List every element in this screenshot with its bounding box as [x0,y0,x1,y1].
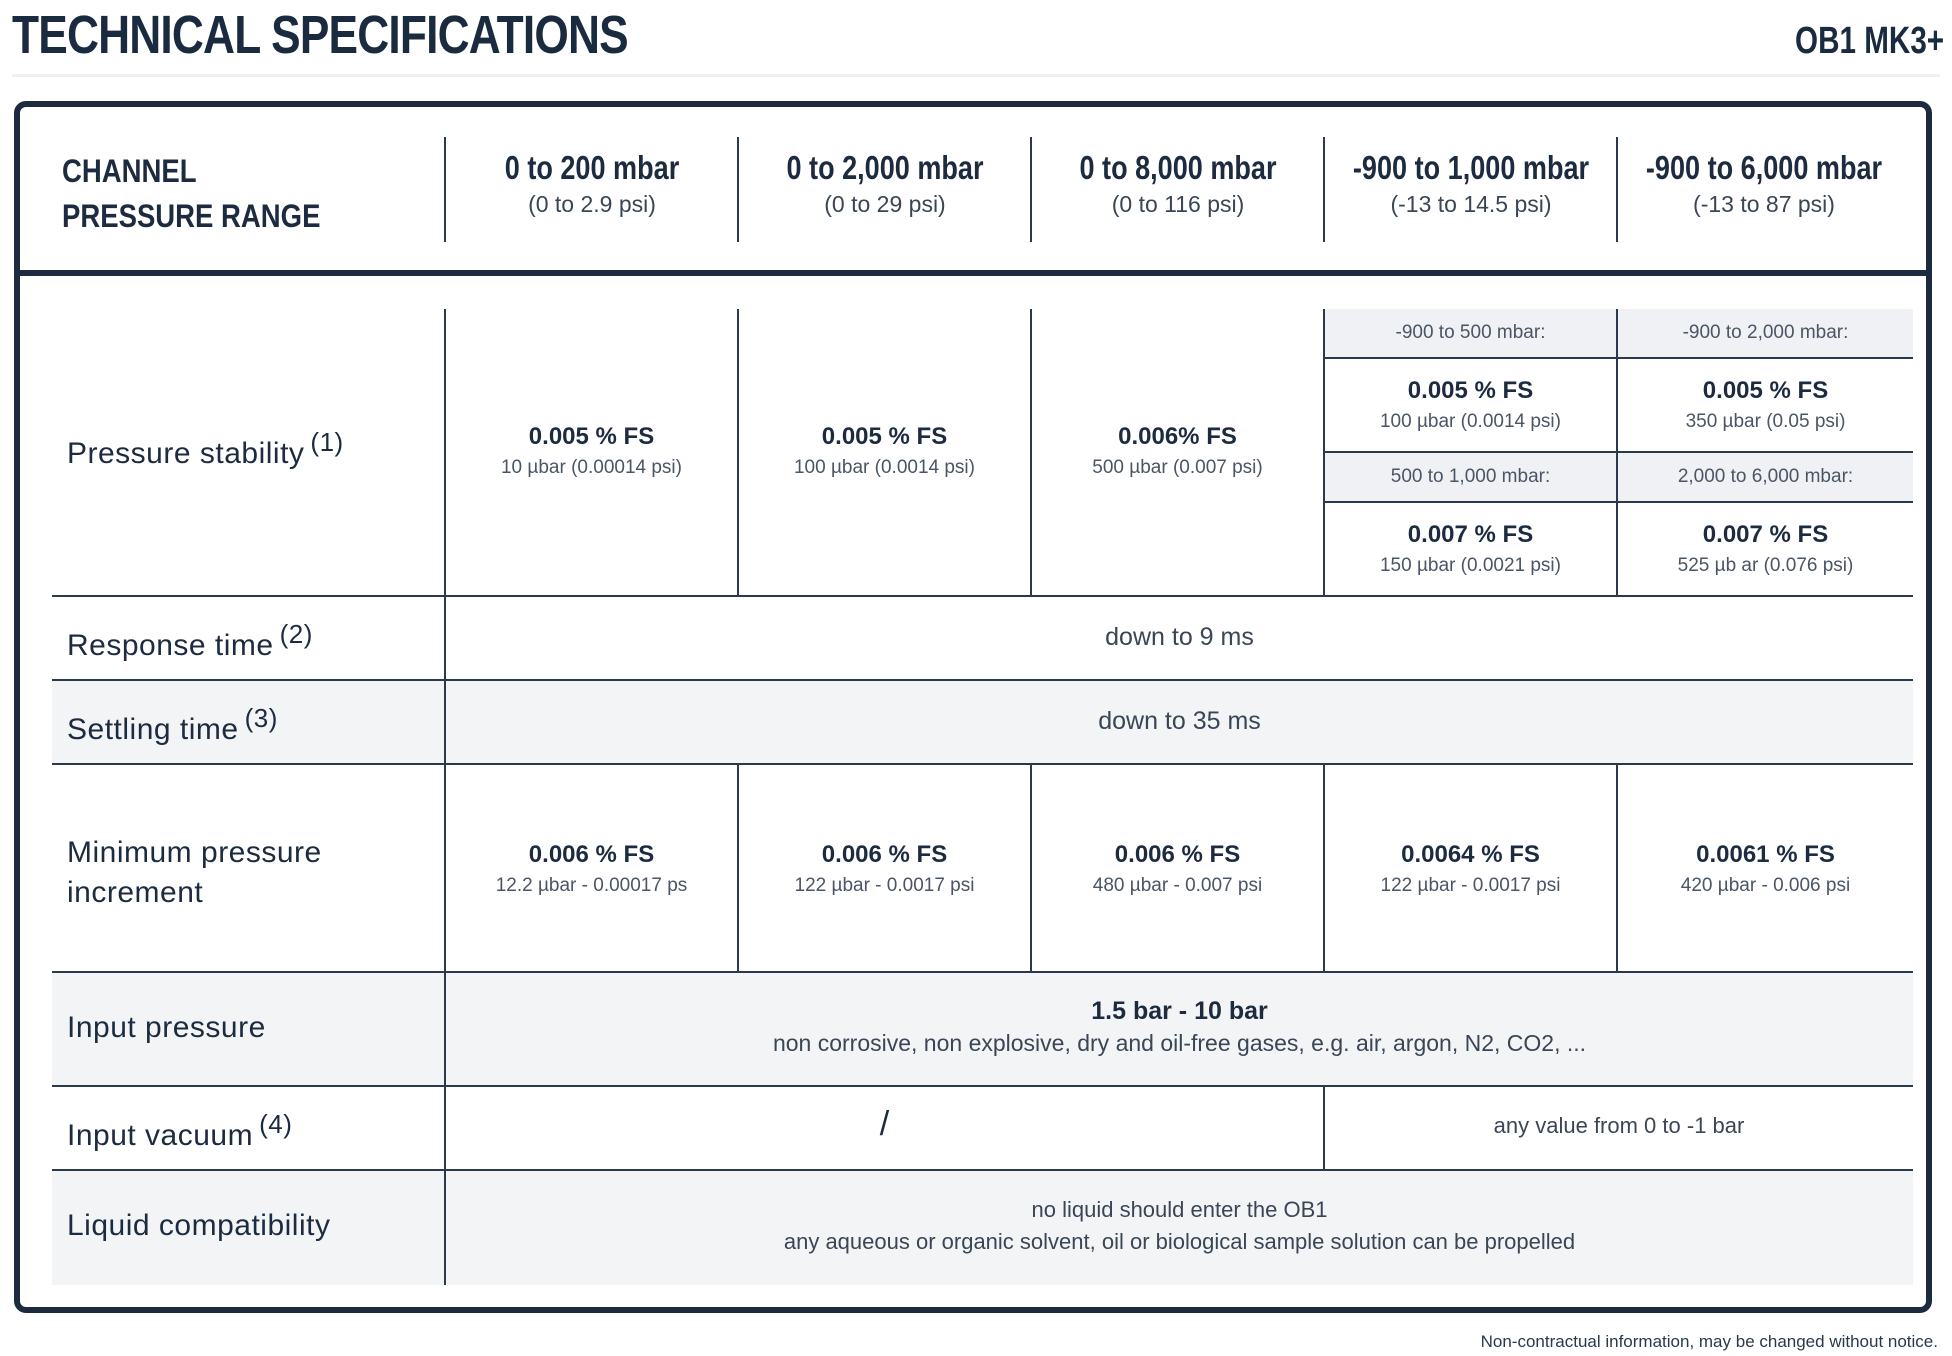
response-time-value: down to 9 ms [1105,623,1254,651]
header-range: 0 to 2,000 mbar [786,149,984,186]
disclaimer-footnote: Non-contractual information, may be changed without notice. [1480,1332,1938,1351]
stability-subrange-header: 2,000 to 6,000 mbar: [1618,453,1913,503]
header-psi: (0 to 116 psi) [1111,191,1245,217]
row-label: Input vacuum $^{(4)}$ [67,1109,293,1152]
table-row-settling-time [52,681,1913,765]
stability-subrange-header: -900 to 2,000 mbar: [1618,309,1913,359]
table-row-response-time [52,597,1913,681]
table-row-pressure-stability [52,309,1913,597]
header-psi: (-13 to 14.5 psi) [1390,191,1552,217]
stability-subcell: 0.007 % FS 525 µb ar (0.076 psi) [1677,521,1854,576]
header-col-3 [1030,137,1324,242]
spec-table-frame [14,101,1932,1313]
row-label: Pressure stability $^{(1)}$ [67,427,344,470]
input-vacuum-none: / [879,1105,890,1143]
header-range: 0 to 200 mbar [504,149,680,186]
increment-cell-1: 0.006 % FS 12.2 µbar - 0.00017 ps [495,841,688,896]
footnote-ref: (4) [259,1109,293,1139]
input-vacuum-value: any value from 0 to -1 bar [1493,1113,1745,1138]
header-range: -900 to 6,000 mbar [1645,149,1883,186]
row-label: Settling time $^{(3)}$ [67,703,278,746]
stability-subcell: 0.007 % FS 150 µbar (0.0021 psi) [1379,521,1561,576]
stability-cell-3: 0.006% FS 500 µbar (0.007 psi) [1092,423,1263,478]
header-psi: (-13 to 87 psi) [1693,191,1835,217]
header-col-1 [444,137,738,242]
header-label: CHANNEL PRESSURE RANGE [62,153,321,234]
header-psi: (0 to 29 psi) [824,191,946,217]
header-range: -900 to 1,000 mbar [1352,149,1590,186]
settling-time-value: down to 35 ms [1098,707,1261,735]
footnote-ref: (2) [279,619,313,649]
stability-subcell: 0.005 % FS 350 µbar (0.05 psi) [1685,377,1846,432]
footnote-ref: (1) [310,427,344,457]
header-range: 0 to 8,000 mbar [1079,149,1277,186]
table-row-liquid-compatibility [52,1171,1913,1285]
model-name: OB1 MK3+ [1794,20,1944,62]
table-row-input-vacuum [52,1087,1913,1171]
stability-cell-1: 0.005 % FS 10 µbar (0.00014 psi) [500,423,682,478]
row-label: Response time $^{(2)}$ [67,619,313,662]
liquid-compat-cell: no liquid should enter the OB1 any aqueous or organic solvent, oil or biological sample solution can be propelled [783,1197,1576,1254]
stability-subrange-header: -900 to 500 mbar: [1325,309,1616,359]
title-divider [12,74,1940,77]
row-label: Input pressure [67,1011,266,1044]
table-row-min-increment [52,765,1913,973]
stability-subcell: 0.005 % FS 100 µbar (0.0014 psi) [1379,377,1561,432]
footnote-ref: (3) [244,703,278,733]
header-psi: (0 to 2.9 psi) [528,191,656,217]
page-title: TECHNICAL SPECIFICATIONS [12,5,628,65]
stability-subrange-header: 500 to 1,000 mbar: [1325,453,1616,503]
table-header [20,107,1926,276]
increment-cell-3: 0.006 % FS 480 µbar - 0.007 psi [1092,841,1263,896]
header-col-2 [737,137,1031,242]
table-row-input-pressure [52,973,1913,1087]
increment-cell-5: 0.0061 % FS 420 µbar - 0.006 psi [1680,841,1851,896]
increment-cell-2: 0.006 % FS 122 µbar - 0.0017 psi [794,841,975,896]
increment-cell-4: 0.0064 % FS 122 µbar - 0.0017 psi [1380,841,1561,896]
row-label: Liquid compatibility [67,1209,331,1242]
header-col-5 [1616,137,1910,242]
input-pressure-cell: 1.5 bar - 10 bar non corrosive, non explosive, dry and oil-free gases, e.g. air, argon, N2, CO2, ... [772,997,1587,1056]
row-label: Minimum pressure increment [67,836,322,909]
header-col-4 [1323,137,1617,242]
stability-cell-2: 0.005 % FS 100 µbar (0.0014 psi) [793,423,975,478]
